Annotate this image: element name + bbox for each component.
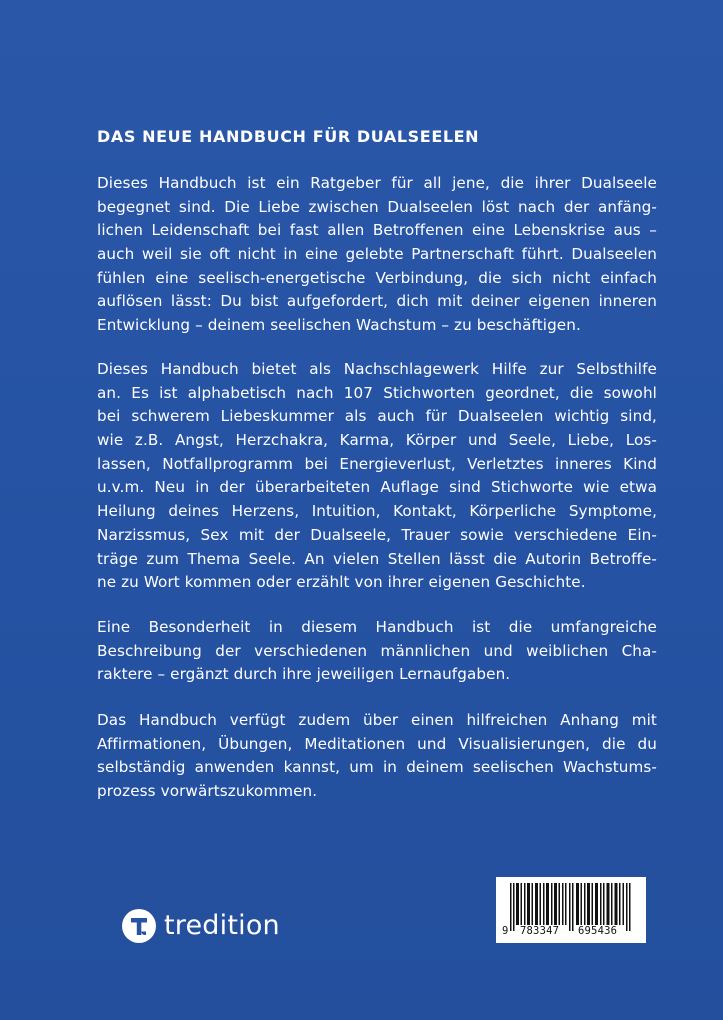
isbn-digit-first: 9 <box>502 925 509 937</box>
paragraph-characters <box>97 616 657 687</box>
cover-heading: DAS NEUE HANDBUCH FÜR DUALSEELEN <box>97 127 480 146</box>
isbn-digits-right: 695436 <box>578 925 618 937</box>
text-line: Beschreibung der verschiedenen männlichen und weiblichen Cha- <box>97 641 657 660</box>
text-line: Dieses Handbuch bietet als Nachschlagewerk Hilfe zur Selbsthilfe <box>97 360 657 378</box>
tredition-logo-icon <box>122 909 156 943</box>
publisher-brand <box>122 907 280 945</box>
isbn-digits-left: 783347 <box>520 925 560 937</box>
text-line: Dieses Handbuch ist ein Ratgeber für all jene, die ihrer Dualseele <box>97 174 657 192</box>
isbn-barcode <box>496 877 646 943</box>
text-line: Narzissmus, Sex mit der Dualseele, Trauer sowie verschiedene Ein- <box>97 525 657 544</box>
paragraph-appendix <box>97 709 657 804</box>
text-line: Das Handbuch verfügt zudem über einen hilfreichen Anhang mit <box>97 711 657 729</box>
text-line: lichen Leidenschaft bei fast allen Betroffenen eine Lebenskrise aus – <box>97 221 657 240</box>
text-line: selbständig anwenden kannst, um in deinem seelischen Wachstums- <box>97 758 657 777</box>
paragraph-intro <box>97 172 657 338</box>
publisher-name: tredition <box>164 910 280 941</box>
text-line: lassen, Notfallprogramm bei Energieverlust, Verletztes inneres Kind <box>97 454 657 473</box>
text-line: auflösen lässt: Du bist aufgefordert, dich mit deiner eigenen inneren <box>97 292 657 311</box>
text-line: prozess vorwärtszukommen. <box>97 782 318 801</box>
text-line: Entwicklung – deinem seelischen Wachstum – zu beschäftigen. <box>97 316 581 335</box>
text-line: Affirmationen, Übungen, Meditationen und Visualisierungen, die du <box>97 734 657 753</box>
text-line: begegnet sind. Die Liebe zwischen Dualseelen löst nach der anfäng- <box>97 197 657 216</box>
isbn-barcode-icon <box>496 877 646 943</box>
text-line: ne zu Wort kommen oder erzählt von ihrer eigenen Geschichte. <box>97 573 586 592</box>
text-line: Eine Besonderheit in diesem Handbuch ist die umfangreiche <box>97 618 657 636</box>
text-line: auch weil sie oft nicht in eine gelebte Partnerschaft führt. Dualseelen <box>97 245 657 264</box>
text-line: fühlen eine seelisch-energetische Verbindung, die sich nicht einfach <box>97 268 657 287</box>
text-line: träge zum Thema Seele. An vielen Stellen lässt die Autorin Betroffe- <box>97 549 657 568</box>
text-line: bei schwerem Liebeskummer als auch für Dualseelen wichtig sind, <box>97 407 657 426</box>
text-line: raktere – ergänzt durch ihre jeweiligen Lernaufgaben. <box>97 665 511 684</box>
text-line: u.v.m. Neu in der überarbeiteten Auflage sind Stichworte wie etwa <box>97 478 657 497</box>
text-line: an. Es ist alphabetisch nach 107 Stichworten geordnet, die sowohl <box>97 383 657 402</box>
text-line: Heilung deines Herzens, Intuition, Kontakt, Körperliche Symptome, <box>97 502 657 521</box>
paragraph-reference <box>97 358 657 595</box>
text-line: wie z.B. Angst, Herzchakra, Karma, Körper und Seele, Liebe, Los- <box>97 431 657 450</box>
